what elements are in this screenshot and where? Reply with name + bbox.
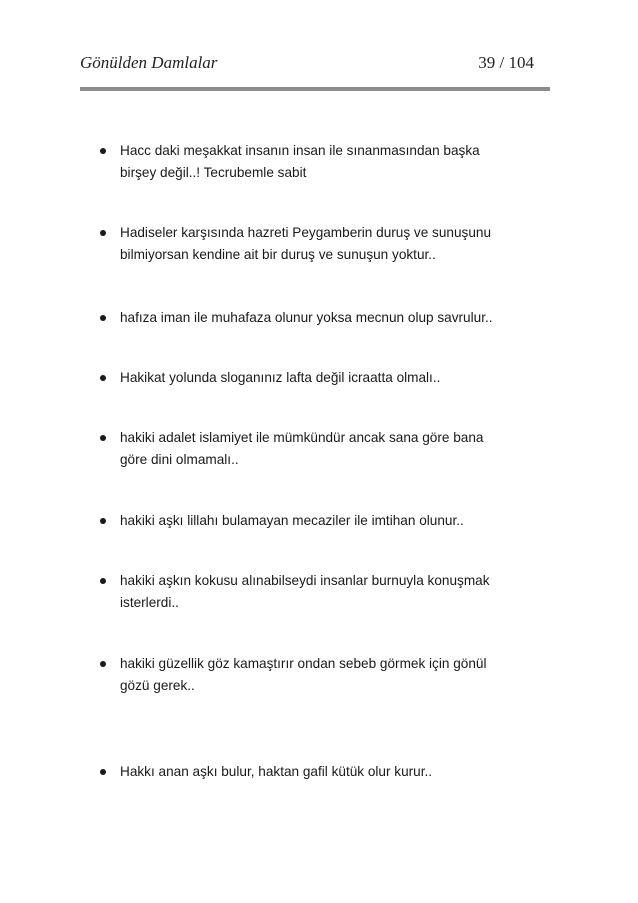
list-item-text: Hadiseler karşısında hazreti Peygamberin duruş ve sunuşunu bilmiyorsan kendine ait bir duruş ve sunuşun yoktur.. bbox=[120, 225, 492, 262]
list-item-text: Hacc daki meşakkat insanın insan ile sınanmasından başka birşey değil..! Tecrubemle sabit bbox=[120, 143, 480, 180]
list-item-text: hakiki aşkı lillahı bulamayan mecaziler ile imtihan olunur.. bbox=[120, 513, 464, 528]
bullet-icon bbox=[100, 375, 106, 381]
bullet-icon bbox=[100, 435, 106, 441]
bullet-icon bbox=[100, 315, 106, 321]
list-item-text: Hakikat yolunda sloganınız lafta değil icraatta olmalı.. bbox=[120, 370, 441, 385]
bullet-icon bbox=[100, 578, 106, 584]
bullet-icon bbox=[100, 230, 106, 236]
list-item-text: hakiki güzellik göz kamaştırır ondan sebeb görmek için gönül gözü gerek.. bbox=[120, 656, 487, 693]
list-item-text: hakiki adalet islamiyet ile mümkündür ancak sana göre bana göre dini olmamalı.. bbox=[120, 430, 484, 467]
page-number: 39 / 104 bbox=[478, 53, 534, 72]
list-item-text: hakiki aşkın kokusu alınabilseydi insanlar burnuyla konuşmak isterlerdi.. bbox=[120, 573, 490, 610]
book-title: Gönülden Damlalar bbox=[80, 53, 218, 72]
bullet-icon bbox=[100, 148, 106, 154]
list-item-text: hafıza iman ile muhafaza olunur yoksa mecnun olup savrulur.. bbox=[120, 310, 493, 325]
bullet-icon bbox=[100, 769, 106, 775]
bullet-icon bbox=[100, 661, 106, 667]
list-item-text: Hakkı anan aşkı bulur, haktan gafil kütük olur kurur.. bbox=[120, 764, 433, 779]
bullet-icon bbox=[100, 518, 106, 524]
